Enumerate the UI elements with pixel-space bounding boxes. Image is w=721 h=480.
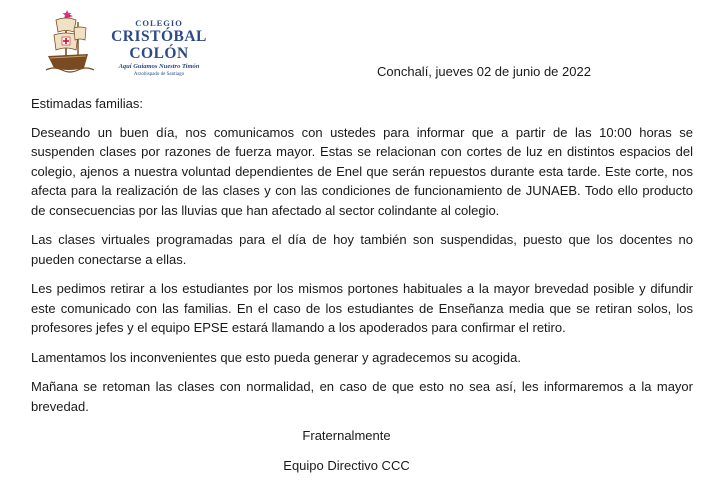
letter-body <box>31 94 693 426</box>
logo-line-colegio: COLEGIO <box>135 18 183 28</box>
letter-date: Conchalí, jueves 02 de junio de 2022 <box>377 64 591 79</box>
logo-text <box>84 18 234 78</box>
letter-paragraph: Lamentamos los inconvenientes que esto pueda generar y agradecemos su acogida. <box>31 349 521 365</box>
letter-salutation: Estimadas familias: <box>31 96 143 111</box>
logo-school-name: CRISTÓBAL COLÓN <box>111 28 207 62</box>
logo-motto: Aquí Guiamos Nuestro Timón <box>118 63 200 70</box>
logo-archdiocese: Arzobispado de Santiago <box>133 72 185 77</box>
letter-paragraph: Las clases virtuales programadas para el día de hoy también son suspendidas, puesto que los docentes no pueden conectarse a ellas. <box>31 232 693 267</box>
letter-closing: Fraternalmente <box>302 428 391 443</box>
letter-paragraph: Mañana se retoman las clases con normalidad, en caso de que esto no sea así, les informaremos a la mayor brevedad. <box>31 379 693 414</box>
school-logo <box>44 8 234 76</box>
letter-paragraph: Deseando un buen día, nos comunicamos con ustedes para informar que a partir de las 10:00 horas se suspenden clases por razones de fuerza mayor. Estas se relacionan con cortes de luz en distintos espacios del colegio, ajenos a nuestra voluntad dependientes de Enel que serán repuestos durante esta tarde. Este corte, nos afecta para la realización de las clases y con las condiciones de funcionamiento de JUNAEB. Todo ello producto de consecuencias por las lluvias que han afectado al sector colindante al colegio. <box>31 124 693 218</box>
letter-signature: Equipo Directivo CCC <box>283 458 410 473</box>
letter-paragraph: Les pedimos retirar a los estudiantes por los mismos portones habituales a la mayor brevedad posible y difundir este comunicado con las familias. En el caso de los estudiantes de Enseñanza media que se retiran solos, los profesores jefes y el equipo EPSE estará llamando a los apoderados para confirmar el retiro. <box>31 281 693 335</box>
